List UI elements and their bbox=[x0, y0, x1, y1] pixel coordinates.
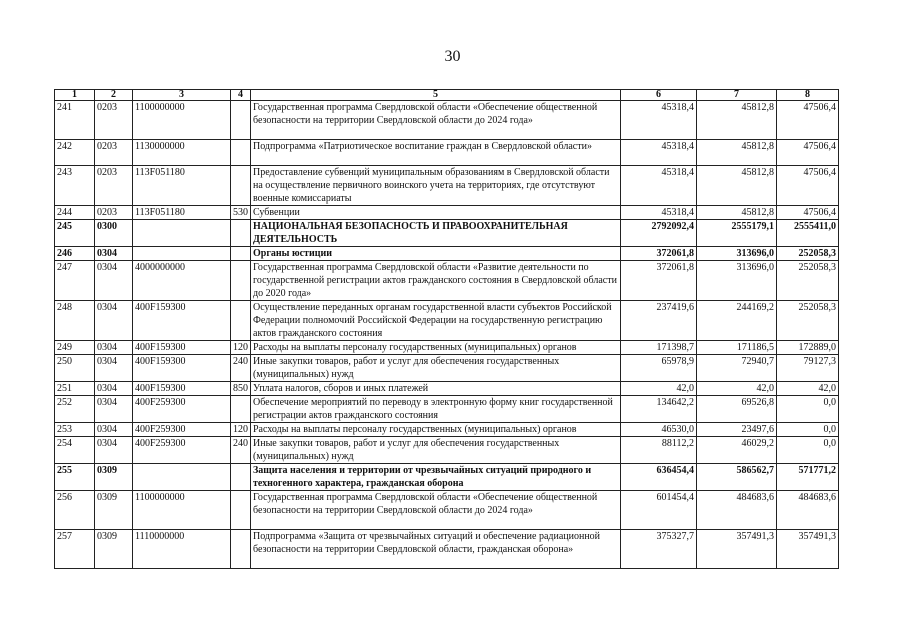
amount-year2-cell: 357491,3 bbox=[697, 530, 777, 569]
amount-year1-cell: 42,0 bbox=[621, 382, 697, 396]
section-code-cell: 0304 bbox=[95, 247, 133, 261]
amount-year1-cell: 2792092,4 bbox=[621, 220, 697, 247]
row-number-cell: 246 bbox=[55, 247, 95, 261]
amount-year2-cell: 313696,0 bbox=[697, 247, 777, 261]
column-header: 8 bbox=[777, 90, 839, 101]
row-number-cell: 248 bbox=[55, 301, 95, 341]
row-number-cell: 242 bbox=[55, 140, 95, 166]
expense-type-cell bbox=[231, 166, 251, 206]
amount-year3-cell: 172889,0 bbox=[777, 341, 839, 355]
item-name-cell: Иные закупки товаров, работ и услуг для обеспечения государственных (муниципальных) нужд bbox=[251, 437, 621, 464]
item-name-cell: Иные закупки товаров, работ и услуг для обеспечения государственных (муниципальных) нужд bbox=[251, 355, 621, 382]
item-name-cell: Подпрограмма «Защита от чрезвычайных ситуаций и обеспечение радиационной безопасности на территории Свердловской области, гражданская оборона» bbox=[251, 530, 621, 569]
row-number-cell: 247 bbox=[55, 261, 95, 301]
amount-year1-cell: 45318,4 bbox=[621, 206, 697, 220]
row-number-cell: 257 bbox=[55, 530, 95, 569]
row-number-cell: 250 bbox=[55, 355, 95, 382]
budget-table bbox=[54, 89, 839, 569]
expense-type-cell bbox=[231, 261, 251, 301]
target-article-cell: 1110000000 bbox=[133, 530, 231, 569]
target-article-cell bbox=[133, 247, 231, 261]
amount-year3-cell: 42,0 bbox=[777, 382, 839, 396]
expense-type-cell bbox=[231, 220, 251, 247]
target-article-cell: 1100000000 bbox=[133, 491, 231, 530]
item-name-cell: Государственная программа Свердловской области «Обеспечение общественной безопасности на территории Свердловской области до 2024 года» bbox=[251, 491, 621, 530]
item-name-cell: Государственная программа Свердловской области «Развитие деятельности по государственной регистрации актов гражданского состояния в Свердловской области до 2020 года» bbox=[251, 261, 621, 301]
table-row bbox=[55, 530, 839, 569]
column-header: 7 bbox=[697, 90, 777, 101]
amount-year3-cell: 571771,2 bbox=[777, 464, 839, 491]
target-article-cell: 400F159300 bbox=[133, 341, 231, 355]
table-row bbox=[55, 166, 839, 206]
row-number-cell: 255 bbox=[55, 464, 95, 491]
expense-type-cell bbox=[231, 140, 251, 166]
column-header: 2 bbox=[95, 90, 133, 101]
table-row bbox=[55, 423, 839, 437]
table-row bbox=[55, 301, 839, 341]
table-body bbox=[55, 101, 839, 569]
target-article-cell: 400F259300 bbox=[133, 396, 231, 423]
section-code-cell: 0304 bbox=[95, 301, 133, 341]
amount-year3-cell: 2555411,0 bbox=[777, 220, 839, 247]
column-header: 1 bbox=[55, 90, 95, 101]
section-code-cell: 0304 bbox=[95, 396, 133, 423]
amount-year3-cell: 252058,3 bbox=[777, 261, 839, 301]
row-number-cell: 241 bbox=[55, 101, 95, 140]
amount-year2-cell: 42,0 bbox=[697, 382, 777, 396]
table-row bbox=[55, 382, 839, 396]
target-article-cell: 1130000000 bbox=[133, 140, 231, 166]
table-row bbox=[55, 341, 839, 355]
amount-year2-cell: 45812,8 bbox=[697, 101, 777, 140]
expense-type-cell bbox=[231, 301, 251, 341]
amount-year1-cell: 45318,4 bbox=[621, 101, 697, 140]
item-name-cell: Органы юстиции bbox=[251, 247, 621, 261]
section-code-cell: 0309 bbox=[95, 464, 133, 491]
row-number-cell: 256 bbox=[55, 491, 95, 530]
section-code-cell: 0309 bbox=[95, 491, 133, 530]
amount-year2-cell: 69526,8 bbox=[697, 396, 777, 423]
target-article-cell: 113F051180 bbox=[133, 206, 231, 220]
amount-year2-cell: 72940,7 bbox=[697, 355, 777, 382]
column-header: 6 bbox=[621, 90, 697, 101]
expense-type-cell bbox=[231, 101, 251, 140]
amount-year1-cell: 88112,2 bbox=[621, 437, 697, 464]
item-name-cell: Расходы на выплаты персоналу государственных (муниципальных) органов bbox=[251, 423, 621, 437]
amount-year1-cell: 46530,0 bbox=[621, 423, 697, 437]
expense-type-cell bbox=[231, 530, 251, 569]
header-row bbox=[55, 90, 839, 101]
page-number: 30 bbox=[444, 48, 461, 65]
item-name-cell: Уплата налогов, сборов и иных платежей bbox=[251, 382, 621, 396]
table-row bbox=[55, 464, 839, 491]
amount-year2-cell: 244169,2 bbox=[697, 301, 777, 341]
section-code-cell: 0203 bbox=[95, 101, 133, 140]
expense-type-cell bbox=[231, 491, 251, 530]
amount-year3-cell: 252058,3 bbox=[777, 301, 839, 341]
item-name-cell: Подпрограмма «Патриотическое воспитание граждан в Свердловской области» bbox=[251, 140, 621, 166]
target-article-cell bbox=[133, 220, 231, 247]
expense-type-cell: 530 bbox=[231, 206, 251, 220]
amount-year1-cell: 372061,8 bbox=[621, 261, 697, 301]
row-number-cell: 244 bbox=[55, 206, 95, 220]
table-row bbox=[55, 437, 839, 464]
target-article-cell: 400F259300 bbox=[133, 423, 231, 437]
amount-year2-cell: 45812,8 bbox=[697, 206, 777, 220]
section-code-cell: 0203 bbox=[95, 206, 133, 220]
item-name-cell: НАЦИОНАЛЬНАЯ БЕЗОПАСНОСТЬ И ПРАВООХРАНИТЕЛЬНАЯ ДЕЯТЕЛЬНОСТЬ bbox=[251, 220, 621, 247]
table-row bbox=[55, 206, 839, 220]
amount-year2-cell: 23497,6 bbox=[697, 423, 777, 437]
row-number-cell: 251 bbox=[55, 382, 95, 396]
row-number-cell: 249 bbox=[55, 341, 95, 355]
target-article-cell: 400F159300 bbox=[133, 382, 231, 396]
table-row bbox=[55, 220, 839, 247]
amount-year2-cell: 313696,0 bbox=[697, 261, 777, 301]
amount-year3-cell: 47506,4 bbox=[777, 140, 839, 166]
expense-type-cell: 120 bbox=[231, 341, 251, 355]
table-row bbox=[55, 101, 839, 140]
amount-year3-cell: 0,0 bbox=[777, 423, 839, 437]
column-header: 3 bbox=[133, 90, 231, 101]
amount-year3-cell: 79127,3 bbox=[777, 355, 839, 382]
row-number-cell: 253 bbox=[55, 423, 95, 437]
expense-type-cell: 240 bbox=[231, 355, 251, 382]
table-row bbox=[55, 261, 839, 301]
item-name-cell: Осуществление переданных органам государственной власти субъектов Российской Федерации полномочий Российской Федерации на государственную регистрацию актов гражданского состояния bbox=[251, 301, 621, 341]
expense-type-cell bbox=[231, 396, 251, 423]
table-row bbox=[55, 140, 839, 166]
amount-year3-cell: 47506,4 bbox=[777, 166, 839, 206]
table-row bbox=[55, 247, 839, 261]
item-name-cell: Защита населения и территории от чрезвычайных ситуаций природного и техногенного характера, гражданская оборона bbox=[251, 464, 621, 491]
item-name-cell: Обеспечение мероприятий по переводу в электронную форму книг государственной регистрации актов гражданского состояния bbox=[251, 396, 621, 423]
expense-type-cell: 240 bbox=[231, 437, 251, 464]
table-header bbox=[55, 90, 839, 101]
amount-year3-cell: 484683,6 bbox=[777, 491, 839, 530]
section-code-cell: 0304 bbox=[95, 261, 133, 301]
row-number-cell: 254 bbox=[55, 437, 95, 464]
target-article-cell bbox=[133, 464, 231, 491]
amount-year1-cell: 65978,9 bbox=[621, 355, 697, 382]
section-code-cell: 0203 bbox=[95, 166, 133, 206]
table-row bbox=[55, 491, 839, 530]
expense-type-cell bbox=[231, 464, 251, 491]
item-name-cell: Расходы на выплаты персоналу государственных (муниципальных) органов bbox=[251, 341, 621, 355]
amount-year1-cell: 375327,7 bbox=[621, 530, 697, 569]
column-header: 5 bbox=[251, 90, 621, 101]
amount-year1-cell: 45318,4 bbox=[621, 166, 697, 206]
amount-year3-cell: 357491,3 bbox=[777, 530, 839, 569]
amount-year2-cell: 46029,2 bbox=[697, 437, 777, 464]
amount-year1-cell: 171398,7 bbox=[621, 341, 697, 355]
section-code-cell: 0304 bbox=[95, 382, 133, 396]
amount-year2-cell: 2555179,1 bbox=[697, 220, 777, 247]
expense-type-cell bbox=[231, 247, 251, 261]
target-article-cell: 400F159300 bbox=[133, 355, 231, 382]
amount-year2-cell: 45812,8 bbox=[697, 166, 777, 206]
row-number-cell: 245 bbox=[55, 220, 95, 247]
amount-year1-cell: 601454,4 bbox=[621, 491, 697, 530]
section-code-cell: 0304 bbox=[95, 355, 133, 382]
amount-year3-cell: 252058,3 bbox=[777, 247, 839, 261]
expense-type-cell: 120 bbox=[231, 423, 251, 437]
item-name-cell: Предоставление субвенций муниципальным образованиям в Свердловской области на осуществление первичного воинского учета на территориях, где отсутствуют военные комиссариаты bbox=[251, 166, 621, 206]
section-code-cell: 0203 bbox=[95, 140, 133, 166]
item-name-cell: Государственная программа Свердловской области «Обеспечение общественной безопасности на территории Свердловской области до 2024 года» bbox=[251, 101, 621, 140]
amount-year3-cell: 47506,4 bbox=[777, 206, 839, 220]
target-article-cell: 400F159300 bbox=[133, 301, 231, 341]
column-header: 4 bbox=[231, 90, 251, 101]
amount-year1-cell: 237419,6 bbox=[621, 301, 697, 341]
target-article-cell: 4000000000 bbox=[133, 261, 231, 301]
table-row bbox=[55, 396, 839, 423]
amount-year2-cell: 586562,7 bbox=[697, 464, 777, 491]
target-article-cell: 1100000000 bbox=[133, 101, 231, 140]
section-code-cell: 0304 bbox=[95, 437, 133, 464]
amount-year3-cell: 47506,4 bbox=[777, 101, 839, 140]
target-article-cell: 113F051180 bbox=[133, 166, 231, 206]
amount-year1-cell: 134642,2 bbox=[621, 396, 697, 423]
item-name-cell: Субвенции bbox=[251, 206, 621, 220]
row-number-cell: 243 bbox=[55, 166, 95, 206]
amount-year3-cell: 0,0 bbox=[777, 396, 839, 423]
amount-year2-cell: 45812,8 bbox=[697, 140, 777, 166]
amount-year1-cell: 636454,4 bbox=[621, 464, 697, 491]
table-row bbox=[55, 355, 839, 382]
section-code-cell: 0309 bbox=[95, 530, 133, 569]
amount-year2-cell: 484683,6 bbox=[697, 491, 777, 530]
amount-year1-cell: 45318,4 bbox=[621, 140, 697, 166]
amount-year3-cell: 0,0 bbox=[777, 437, 839, 464]
section-code-cell: 0300 bbox=[95, 220, 133, 247]
target-article-cell: 400F259300 bbox=[133, 437, 231, 464]
section-code-cell: 0304 bbox=[95, 341, 133, 355]
section-code-cell: 0304 bbox=[95, 423, 133, 437]
amount-year1-cell: 372061,8 bbox=[621, 247, 697, 261]
expense-type-cell: 850 bbox=[231, 382, 251, 396]
amount-year2-cell: 171186,5 bbox=[697, 341, 777, 355]
row-number-cell: 252 bbox=[55, 396, 95, 423]
